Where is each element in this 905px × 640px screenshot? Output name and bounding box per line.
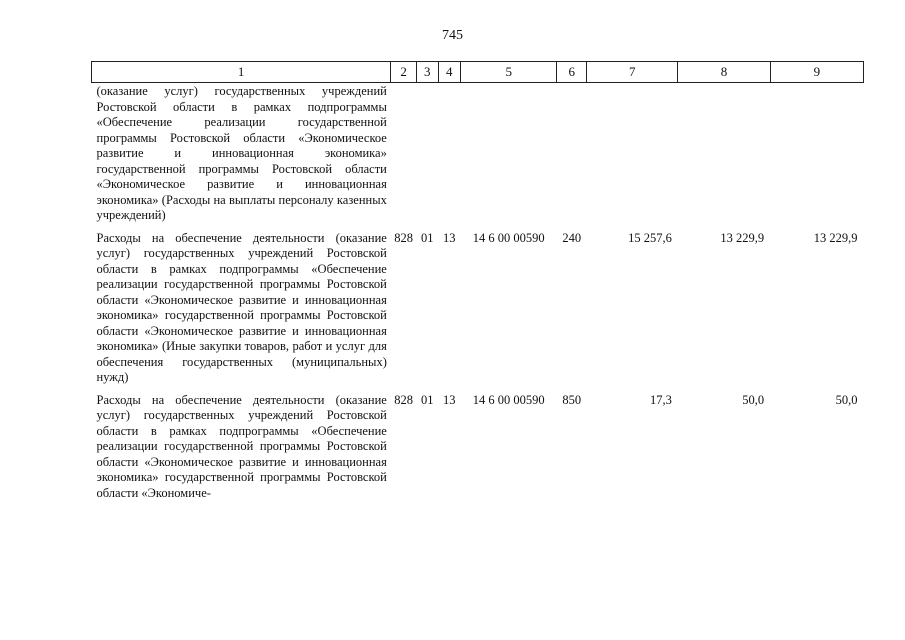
expense-type-code: 240 — [562, 230, 582, 245]
amount-col9: 13 229,9 — [813, 230, 858, 245]
amount-col8 — [678, 83, 770, 231]
subsection-code: 13 — [443, 392, 456, 407]
section-code — [416, 83, 438, 231]
target-article-code: 14 6 00 00590 — [472, 392, 545, 407]
column-header: 8 — [678, 62, 770, 83]
table-row — [92, 231, 864, 393]
column-header: 1 — [92, 62, 391, 83]
amount-col9 — [770, 83, 863, 231]
target-article-code: 14 6 00 00590 — [472, 230, 545, 245]
row-description: Расходы на обеспечение деятельности (оказание услуг) государственных учреждений Ростовской области в рамках подпрограммы «Обеспечение реализации государственной программы Ростовской области «Экономическое развитие и инновационная экономика» государственной программы Ростовской области «Экономиче- — [96, 392, 387, 500]
column-header: 4 — [438, 62, 461, 83]
column-header: 9 — [770, 62, 863, 83]
table-row — [92, 393, 864, 502]
expense-type-code: 850 — [562, 392, 582, 407]
expense-type-code — [557, 83, 587, 231]
subsection-code — [438, 83, 461, 231]
page-number: 745 — [442, 28, 463, 43]
budget-table — [91, 61, 864, 501]
ministry-code: 828 — [394, 230, 414, 245]
target-article-code — [461, 83, 557, 231]
table-header-row — [92, 62, 864, 83]
column-header: 5 — [461, 62, 557, 83]
column-header: 2 — [391, 62, 417, 83]
ministry-code — [391, 83, 417, 231]
amount-col9: 50,0 — [835, 392, 858, 407]
row-description: (оказание услуг) государственных учреждений Ростовской области в рамках подпрограммы «Обеспечение реализации государственной программы Ростовской области «Экономическое развитие и инновационная экономика» государственной программы Ростовской области «Экономическое развитие и инновационная экономика» (Расходы на выплаты персоналу казенных учреждений) — [96, 84, 387, 222]
amount-col8: 13 229,9 — [720, 230, 765, 245]
ministry-code: 828 — [394, 392, 414, 407]
column-header: 7 — [587, 62, 678, 83]
column-header: 6 — [557, 62, 587, 83]
section-code: 01 — [420, 230, 434, 245]
table-row — [92, 83, 864, 231]
amount-col7: 15 257,6 — [628, 230, 672, 245]
column-header: 3 — [416, 62, 438, 83]
row-description: Расходы на обеспечение деятельности (оказание услуг) государственных учреждений Ростовской области в рамках подпрограммы «Обеспечение реализации государственной программы Ростовской области «Экономическое развитие и инновационная экономика» государственной программы Ростовской области «Экономическое развитие и инновационная экономика» (Иные закупки товаров, работ и услуг для обеспечения государственных (муниципальных) нужд) — [96, 230, 387, 384]
amount-col8: 50,0 — [742, 392, 765, 407]
section-code: 01 — [420, 392, 434, 407]
subsection-code: 13 — [443, 230, 456, 245]
amount-col7 — [587, 83, 678, 231]
amount-col7: 17,3 — [649, 392, 672, 407]
